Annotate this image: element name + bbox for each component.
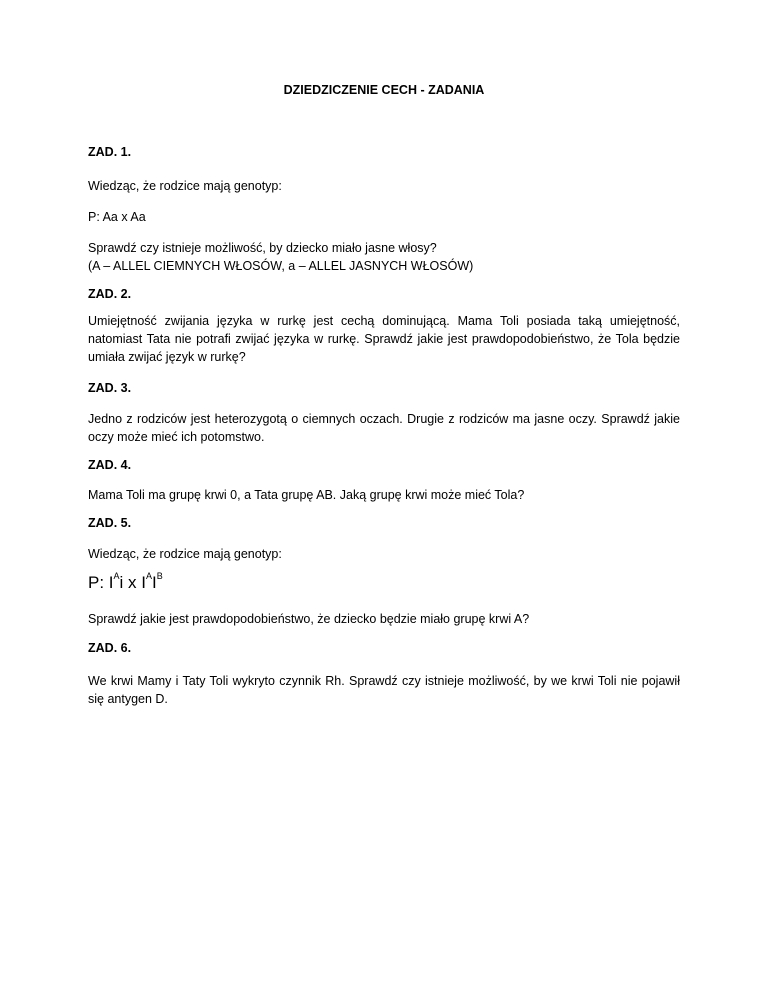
task-6 (88, 641, 680, 655)
document-title: DZIEDZICZENIE CECH - ZADANIA (283, 83, 485, 97)
task-1-intro (88, 177, 680, 195)
task-1-line-3: Sprawdź czy istnieje możliwość, by dziecko miało jasne włosy? (88, 241, 437, 255)
task-5-intro-text: Wiedząc, że rodzice mają genotyp: (88, 547, 282, 561)
task-5-question-text: Sprawdź jakie jest prawdopodobieństwo, że dziecko będzie miało grupę krwi A? (88, 612, 530, 626)
task-3 (88, 381, 680, 395)
task-2-heading: ZAD. 2. (88, 287, 132, 301)
task-5-heading: ZAD. 5. (88, 516, 132, 530)
task-5 (88, 516, 680, 530)
genotype-superscript: B (156, 571, 163, 581)
task-3-body (88, 410, 680, 446)
task-2-text: Umiejętność zwijania języka w rurkę jest cechą dominującą. Mama Toli posiada taką umiejętność, natomiast Tata nie potrafi zwijać języka w rurkę. Sprawdź jakie jest prawdopodobieństwo, że Tola będzie umiała zwijać język w rurkę? (88, 314, 680, 364)
task-4-text: Mama Toli ma grupę krwi 0, a Tata grupę AB. Jaką grupę krwi może mieć Tola? (88, 488, 525, 502)
task-5-genotype (88, 573, 680, 593)
task-3-heading: ZAD. 3. (88, 381, 132, 395)
task-6-body (88, 672, 680, 708)
genotype-superscript: A (113, 571, 120, 581)
task-1-line-2: P: Aa x Aa (88, 210, 146, 224)
task-4-heading: ZAD. 4. (88, 458, 132, 472)
task-1-genotype (88, 208, 680, 226)
task-6-text: We krwi Mamy i Taty Toli wykryto czynnik Rh. Sprawdź czy istnieje możliwość, by we krwi Toli nie pojawił się antygen D. (88, 674, 680, 706)
genotype-part: I (152, 573, 157, 592)
task-5-intro (88, 545, 680, 563)
task-1 (88, 145, 680, 159)
task-4 (88, 458, 680, 472)
task-3-text: Jedno z rodziców jest heterozygotą o ciemnych oczach. Drugie z rodziców ma jasne oczy. Sprawdź jakie oczy może mieć ich potomstwo. (88, 412, 680, 444)
genotype-superscript: A (145, 571, 152, 581)
task-1-question (88, 239, 680, 275)
task-5-question (88, 610, 680, 628)
task-2 (88, 287, 680, 301)
task-1-heading: ZAD. 1. (88, 145, 132, 159)
task-4-body (88, 486, 680, 504)
task-2-body (88, 312, 680, 366)
genotype-part: P: I (88, 573, 114, 592)
task-6-heading: ZAD. 6. (88, 641, 132, 655)
genotype-part: i x I (119, 573, 146, 592)
task-5-genotype-formula (88, 573, 680, 593)
task-1-line-4: (A – ALLEL CIEMNYCH WŁOSÓW, a – ALLEL JASNYCH WŁOSÓW) (88, 259, 474, 273)
task-1-line-1: Wiedząc, że rodzice mają genotyp: (88, 179, 282, 193)
